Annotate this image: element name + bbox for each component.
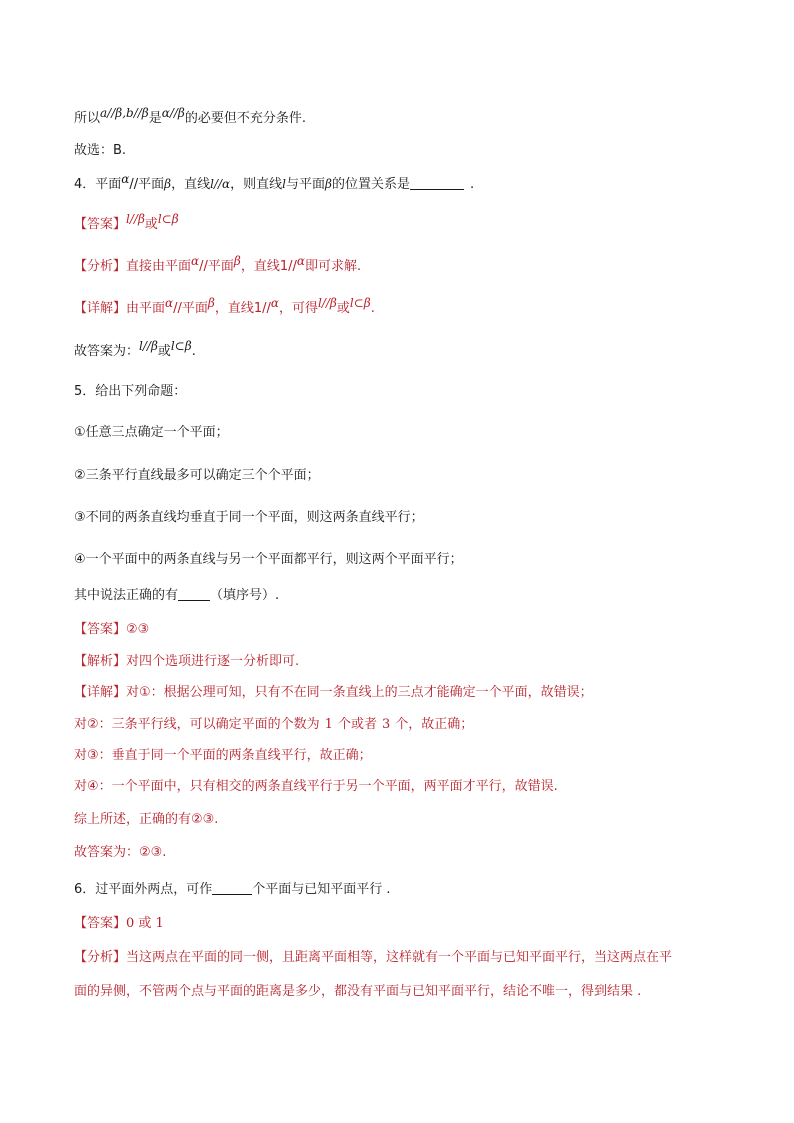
q6-answer: 【答案】0 或 1 — [74, 916, 164, 931]
question-6: 6．过平面外两点，可作 个平面与已知平面平行 . — [74, 882, 391, 897]
proposition-2: ②三条平行直线最多可以确定三个个平面； — [74, 468, 320, 483]
q5-summary: 综上所述，正确的有②③. — [74, 812, 219, 827]
q4-detail: 【详解】由平面α//平面β，直线1//α，可得l//β或l⊂β. — [74, 296, 375, 316]
q5-detail-4: 对④：一个平面中，只有相交的两条直线平行于另一个平面，两平面才平行，故错误. — [74, 779, 558, 794]
q5-detail-1: 【详解】对①：根据公理可知，只有不在同一条直线上的三点才能确定一个平面，故错误； — [74, 685, 593, 700]
q5-ask: 其中说法正确的有 （填序号）. — [74, 588, 280, 603]
proposition-4: ④一个平面中的两条直线与另一个平面都平行，则这两个平面平行； — [74, 552, 463, 567]
math-alpha-parallel-beta: α//β — [161, 106, 185, 120]
q5-detail-2: 对②：三条平行线，可以确定平面的个数为 1 个或者 3 个，故正确； — [74, 717, 474, 732]
line-conclusion: 所以a//β,b//β是α//β的必要但不充分条件. — [74, 106, 307, 126]
q5-analysis: 【解析】对四个选项进行逐一分析即可. — [74, 654, 300, 669]
question-4: 4．平面α//平面β，直线l//α，则直线l与平面β的位置关系是 . — [74, 172, 475, 192]
question-5: 5．给出下列命题： — [74, 384, 187, 399]
q4-final-answer: 故答案为：l//β或l⊂β. — [74, 339, 196, 359]
q5-answer: 【答案】②③ — [74, 622, 150, 637]
line-choice: 故选：B. — [74, 143, 127, 158]
proposition-3: ③不同的两条直线均垂直于同一个平面，则这两条直线平行； — [74, 510, 424, 525]
answer-blank — [410, 176, 464, 190]
q5-detail-3: 对③：垂直于同一个平面的两条直线平行，故正确； — [74, 748, 372, 763]
q6-analysis-line-2: 面的异侧，不管两个点与平面的距离是多少，都没有平面与已知平面平行，结论不唯一，得到结果 . — [74, 984, 642, 999]
answer-blank — [178, 587, 210, 601]
q4-answer: 【答案】l//β或l⊂β — [74, 212, 179, 232]
q5-final-answer: 故答案为：②③. — [74, 845, 167, 860]
proposition-1: ①任意三点确定一个平面； — [74, 425, 229, 440]
answer-blank — [212, 881, 252, 895]
math-ab-parallel: a//β,b//β — [100, 106, 149, 120]
q4-analysis: 【分析】直接由平面α//平面β，直线1//α即可求解. — [74, 254, 362, 274]
q6-analysis-line-1: 【分析】当这两点在平面的同一侧，且距离平面相等，这样就有一个平面与已知平面平行，当这两点在平 — [74, 950, 673, 965]
